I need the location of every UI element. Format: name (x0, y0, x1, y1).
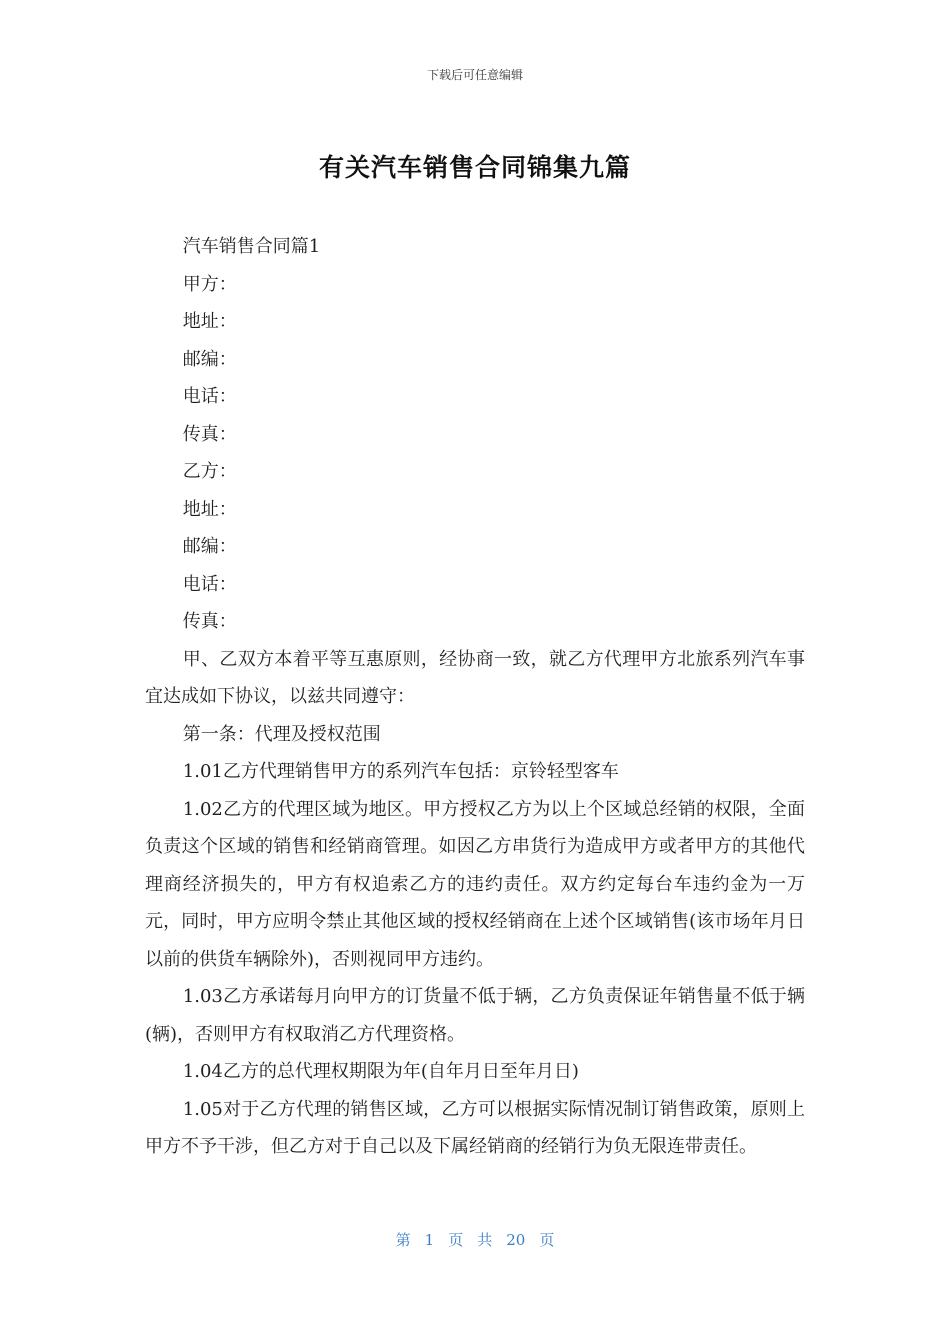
section-heading: 汽车销售合同篇1 (182, 236, 321, 257)
clause-1-01: 1.01乙方代理销售甲方的系列汽车包括：京铃轻型客车 (182, 761, 619, 782)
party-b-postcode: 邮编： (182, 536, 237, 557)
footer-total-pages: 20 (506, 1231, 526, 1249)
page-footer (0, 1229, 950, 1250)
party-b-label: 乙方： (182, 461, 237, 482)
party-b-fax: 传真： (182, 611, 237, 632)
clause-1-03: 1.03乙方承诺每月向甲方的订货量不低于辆，乙方负责保证年销售量不低于辆(辆)，否则甲方有权取消乙方代理资格。 (145, 986, 805, 1045)
party-a-address: 地址： (182, 311, 237, 332)
clause-1-02: 1.02乙方的代理区域为地区。甲方授权乙方为以上个区域总经销的权限，全面负责这个区域的销售和经销商管理。如因乙方串货行为造成甲方或者甲方的其他代理商经济损失的，甲方有权追索乙方的违约责任。双方约定每台车违约金为一万元，同时，甲方应明令禁止其他区域的授权经销商在上述个区域销售(该市场年月日以前的供货车辆除外)，否则视同甲方违约。 (145, 798, 805, 970)
party-a-phone: 电话： (182, 386, 237, 407)
clause-1-04: 1.04乙方的总代理权期限为年(自年月日至年月日) (182, 1061, 579, 1082)
footer-page-word: 第 (395, 1231, 411, 1249)
party-b-phone: 电话： (182, 573, 237, 595)
footer-total-suffix: 页 (539, 1231, 555, 1249)
party-a-label: 甲方： (182, 273, 237, 295)
header-note: 下载后可任意编辑 (426, 68, 523, 82)
article-one-heading: 第一条：代理及授权范围 (182, 723, 381, 745)
footer-total-word: 共 (477, 1231, 493, 1249)
party-a-postcode: 邮编： (182, 348, 237, 370)
document-title: 有关汽车销售合同锦集九篇 (318, 153, 631, 182)
footer-page-number: 1 (424, 1231, 435, 1249)
clause-1-05: 1.05对于乙方代理的销售区域，乙方可以根据实际情况制订销售政策，原则上甲方不予干涉，但乙方对于自己以及下属经销商的经销行为负无限连带责任。 (145, 1098, 805, 1157)
party-a-fax: 传真： (182, 423, 237, 445)
preamble-paragraph: 甲、乙双方本着平等互惠原则，经协商一致，就乙方代理甲方北旅系列汽车事宜达成如下协议，以兹共同遵守： (145, 648, 805, 707)
document-body (145, 228, 805, 1166)
footer-page-suffix: 页 (448, 1231, 464, 1249)
party-b-address: 地址： (182, 498, 237, 520)
